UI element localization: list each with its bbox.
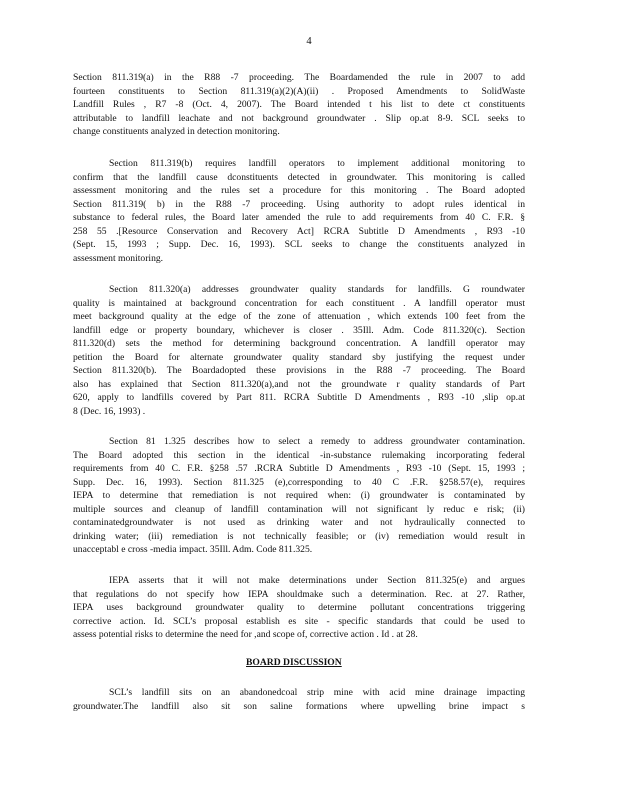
text-line: Section 81 1.325 describes how to select a remedy to address groundwater contamination.	[109, 436, 525, 447]
paragraph-section-811-320a	[73, 283, 525, 418]
paragraph-iepa-asserts	[73, 574, 525, 642]
text-line: IEPA uses background groundwater quality to determine pollutant concentrations triggering	[73, 602, 525, 613]
text-line: Supp. Dec. 16, 1993). Section 811.325 (e),corresponding to 40 C .F.R. §258.57(e), requires	[73, 476, 525, 488]
text-line: quality is maintained at background concentration for each constituent . A landfill operator must	[73, 297, 525, 309]
text-line: substance to federal rules, the Board later amended the rule to add requirements from 40 C. F.R. §	[73, 212, 525, 223]
text-line: groundwater.The landfill also sit son saline formations where upwelling brine impact s	[73, 700, 525, 712]
text-line: 811.320(d) sets the method for determining background concentration. A landfill operator may	[73, 338, 525, 349]
text-line: assessment monitoring and the rules set a procedure for this monitoring . The Board adopted	[73, 185, 525, 196]
text-line: corrective action. Id. SCL’s proposal establish es site - specific standards that could be used to	[73, 615, 525, 627]
text-line: contaminatedgroundwater is not used as drinking water and not hydraulically connected to	[73, 517, 525, 528]
text-line: landfill edge or property boundary, whichever is closer . 35Ill. Adm. Code 811.320(c). Section	[73, 324, 525, 336]
text-line: requirements from 40 C. F.R. §258 .57 .RCRA Subtitle D Amendments , R93 -10 (Sept. 15, 1993 ;	[73, 463, 525, 474]
paragraph-section-811-325	[73, 435, 525, 557]
text-line: The Board adopted this section in the identical -in-substance rulemaking incorporating federal	[73, 449, 525, 461]
text-line: petition the Board for alternate groundwater quality standard sby justifying the request under	[73, 351, 525, 363]
paragraph-section-811-319a	[73, 71, 525, 139]
text-line: SCL’s landfill sits on an abandonedcoal strip mine with acid mine drainage impacting	[109, 687, 525, 698]
paragraph-section-811-319b	[73, 157, 525, 265]
text-line: drinking water; (iii) remediation is not technically feasible; or (iv) remediation would result in	[73, 530, 525, 542]
text-line: Section 811.319(a) in the R88 -7 proceeding. The Boardamended the rule in 2007 to add	[73, 72, 525, 83]
text-line: also has explained that Section 811.320(a),and not the groundwate r quality standards of Part	[73, 378, 525, 390]
paragraph-scl-landfill	[73, 686, 525, 713]
text-line: assessment monitoring.	[73, 252, 164, 264]
text-line: unacceptabl e cross -media impact. 35Ill. Adm. Code 811.325.	[73, 544, 313, 555]
text-line: Landfill Rules , R7 -8 (Oct. 4, 2007). The Board intended t his list to dete ct constituents	[73, 99, 525, 110]
text-line: 8 (Dec. 16, 1993) .	[73, 405, 146, 417]
section-heading	[246, 657, 342, 668]
text-line: 620, apply to landfills covered by Part 811. RCRA Subtitle D Amendments , R93 -10 ,slip op.at	[73, 392, 525, 403]
text-line: change constituents analyzed in detection monitoring.	[73, 126, 280, 137]
text-line: fourteen constituents to Section 811.319(a)(2)(A)(ii) . Proposed Amendments to SolidWaste	[73, 85, 525, 97]
text-line: multiple sources and cleanup of landfill contamination will not significant ly reduc e risk; (ii)	[73, 503, 525, 515]
text-line: Section 811.320(b). The Boardadopted these provisions in the R88 -7 proceeding. The Board	[73, 365, 525, 376]
text-line: confirm that the landfill cause dconstituents detected in groundwater. This monitoring is called	[73, 171, 525, 183]
text-line: (Sept. 15, 1993 ; Supp. Dec. 16, 1993). SCL seeks to change the constituents analyzed in	[73, 239, 525, 250]
text-line: assess potential risks to determine the need for ,and scope of, corrective action . Id . at 28.	[73, 629, 418, 640]
text-line: meet background quality at the edge of the zone of attenuation , which extends 100 feet from the	[73, 311, 525, 322]
heading-text: BOARD DISCUSSION	[246, 657, 342, 668]
text-line: attributable to landfill leachate and not background groundwater . Slip op.at 8-9. SCL seeks to	[73, 112, 525, 124]
text-line: Section 811.320(a) addresses groundwater quality standards for landfills. G roundwater	[109, 284, 525, 295]
text-line: IEPA asserts that it will not make determinations under Section 811.325(e) and argues	[109, 575, 525, 586]
text-line: Section 811.319(b) requires landfill operators to implement additional monitoring to	[109, 158, 525, 169]
text-line: IEPA to determine that remediation is not required when: (i) groundwater is contaminated by	[73, 490, 525, 501]
page-number: 4	[306, 36, 312, 47]
text-line: 258 55 .[Resource Conservation and Recovery Act] RCRA Subtitle D Amendments , R93 -10	[73, 225, 525, 237]
text-line: Section 811.319( b) in the R88 -7 proceeding. Using authority to adopt rules identical in	[73, 198, 525, 210]
text-line: that regulations do not specify how IEPA shouldmake such a determination. Rec. at 27. Rather,	[73, 588, 525, 600]
